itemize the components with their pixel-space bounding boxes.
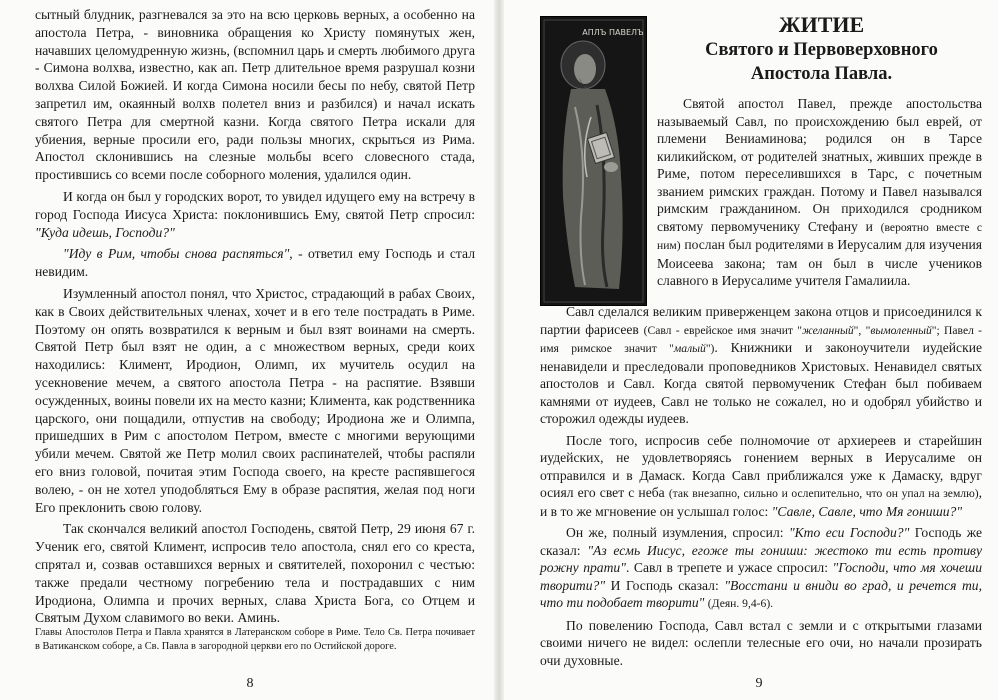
text-run: "; Павел - имя римское значит " (540, 323, 983, 355)
text-run: И когда он был у городских ворот, то увидел идущего ему на встречу в город Господа Иисуса Христа: поклонившись Ему, святой Петр спросил: (35, 188, 475, 222)
paragraph (35, 6, 475, 184)
italic-text: "Савле, Савле, что Мя гониши?" (771, 503, 963, 519)
text-run: Святой апостол Павел, прежде апостольства называемый Савл, по происхождению был еврей, от племени Вениаминова; родился он в Тарсе киликийском, от родителей знатных, живших прежде в Риме, потом переселившихся в Тарс, с почетным званием римских граждан. Потому и Павел назывался римским гражданином. Он приходился сродником святому первомученику Стефану и (657, 96, 982, 234)
text-run: ") (705, 342, 715, 355)
paragraph (540, 524, 982, 613)
paragraph (657, 95, 982, 290)
text-run: (так внезапно, сильно и ослепительно, что он упал на землю) (668, 487, 979, 500)
text-run: Так скончался великий апостол Господень, святой Петр, 29 июня 67 г. Ученик его, святой Климент, испросив тело апостола, снял его со креста, спрятал и, созвав оставшихся верных и святителей, похоронил с честью: также предали честному погребению тела и пострадавших с ним Иродиона, Олимпа и прочих верных, слава Христа Бога, со Отцем и Святым Духом славимого во веки. Аминь. (35, 521, 475, 626)
text-run: . Книжники и законоучители иудейские ненавидели и преследовали проповедников Христовых. Ненавидел святых апостолов и Савл. Когда святой первомученик Стефан был побиваем камнями от иудеев, Савл не только не сожалел, но и одобрял убийство и сторожил одежды иудеев. (540, 340, 982, 426)
paragraph (35, 245, 475, 281)
text-run: послан был родителями в Иерусалим для изучения Моисеева закона; там он был в числе учеников славного в Иерусалиме учителя Гамалиила. (657, 237, 982, 288)
apostle-paul-icon (540, 16, 647, 306)
paragraph (540, 617, 982, 670)
text-run: . Савл в трепете и ужасе спросил: (625, 560, 833, 575)
italic-text: желанный (802, 323, 854, 337)
italic-text: "Восстани и вниди во град, и речется ти, что ти подобает творити" (540, 577, 983, 610)
text-run: И Господь сказал: (605, 577, 725, 593)
left-page-text (35, 6, 475, 631)
heading-line-2: Святого и Первоверховного (705, 40, 938, 60)
italic-text: "Куда идешь, Господи?" (35, 224, 175, 240)
italic-text: "Господи, что мя хочеши творити?" (540, 560, 982, 593)
text-run: Господь же сказал: (540, 525, 983, 558)
right-full-text (540, 303, 982, 673)
italic-text: малый (673, 342, 706, 355)
left-page (0, 0, 494, 700)
italic-text: вымоленный (870, 323, 932, 337)
paragraph (540, 303, 982, 428)
page-number-right: 9 (755, 676, 763, 691)
text-run: По повелению Господа, Савл встал с земли и с открытыми глазами своими ничего не видел: ослепли телесные его очи, но начали прозирать очи духовные. (540, 617, 982, 668)
right-side-text (657, 95, 982, 294)
text-run: Савл сделался великим приверженцем закона отцов и присоединился к партии фарисеев (540, 304, 982, 337)
text-run: Изумленный апостол понял, что Христос, страдающий в рабах Своих, как в Своих действительных членах, хочет и в его теле пострадать в Риме. Поэтому он опять возвратился к верным и был взят воинами на смерть. Святой Петр был взят не один, а с множеством верных, среди коих находились: Климент, Иродион, Олимп, их мучитель осудил на усекновение мечем, а святого апостола Петра - на распятие. Взявши осужденных, воины повели их на место казни; Климента, как родственника царского, они пощадили, отпустив на свободу; Иродиона же и Олимпа, пришедших в Рим с апостолом Петром, вместе с многими верующими убили мечем. Святой же Петр молил своих распинателей, чтобы распяли его вниз головой, почитая этим Господа своего, на кресте распявшегося волею, - он не хотел уподобляться Ему в образе распятия, желая под ноги Его преклонить свою голову. (35, 285, 475, 515)
paragraph (35, 285, 475, 516)
text-run: (Савл - еврейское имя значит " (643, 323, 803, 337)
heading-line-3: Апостола Павла. (750, 64, 893, 84)
text-run: , и в то же мгновение он услышал голос: (540, 485, 982, 519)
footnote: Главы Апостолов Петра и Павла хранятся в Латеранском соборе в Риме. Тело Св. Петра почивает в Ватиканском соборе, а Св. Павла в загородной церкви его по Остийской дороге. (35, 627, 475, 652)
italic-text: "Кто еси Господи?" (788, 525, 910, 540)
text-run: (Деян. 9,4-6). (707, 597, 774, 610)
heading-line-1: ЖИТИЕ (778, 12, 865, 37)
italic-text: "Аз есмь Иисус, егоже ты гониши: жестоко ти есть противу рожну прати" (540, 542, 982, 575)
text-run: После того, испросив себе полномочие от архиереев и старейшин иудейских, не удовлетворяясь гонением верных в Иерусалиме он отправился и в Дамаск. Когда Савл приближался уже к Дамаску, вдруг осиял его свет с неба (540, 432, 982, 500)
italic-text: "Иду в Рим, чтобы снова распяться" (63, 246, 290, 262)
book-gutter (494, 0, 504, 700)
paragraph (35, 188, 475, 241)
text-run: , - ответил ему Господь и стал невидим. (35, 246, 475, 280)
text-run: ", " (853, 323, 871, 337)
page-number-left: 8 (246, 676, 254, 691)
paragraph (35, 520, 475, 627)
right-page (504, 0, 998, 700)
text-run: сытный блудник, разгневался за это на всю церковь верных, а особенно на апостола Петра, - виновника обращения ко Христу помянутых жен, начавших целомудренную жизнь, (вспомнил царь и смерть любимого друга - Симона волхва, известно, как ап. Петр длительное время разрушал козни волхва Силой Божией. И когда Симона носили бесы по небу, святой Петр запретил им, окаянный волхв полетел вниз и разбился) и начал искать святого Петра для смертной казни. Когда святого Петра искали для убиения, верные просили его, ради пользы многих, скрыться из Рима. Апостол склонившись на слезные мольбы всего словесного стада, простившись со всеми после соборного моления, удалился один. (35, 7, 475, 183)
text-run: (вероятно вместе с ним) (657, 220, 982, 252)
text-run: Он же, полный изумления, спросил: (566, 525, 789, 540)
paragraph (540, 432, 982, 521)
life-heading (654, 12, 989, 86)
icon-caption: АПЛЪ ПАВЕЛЪ (582, 28, 644, 37)
